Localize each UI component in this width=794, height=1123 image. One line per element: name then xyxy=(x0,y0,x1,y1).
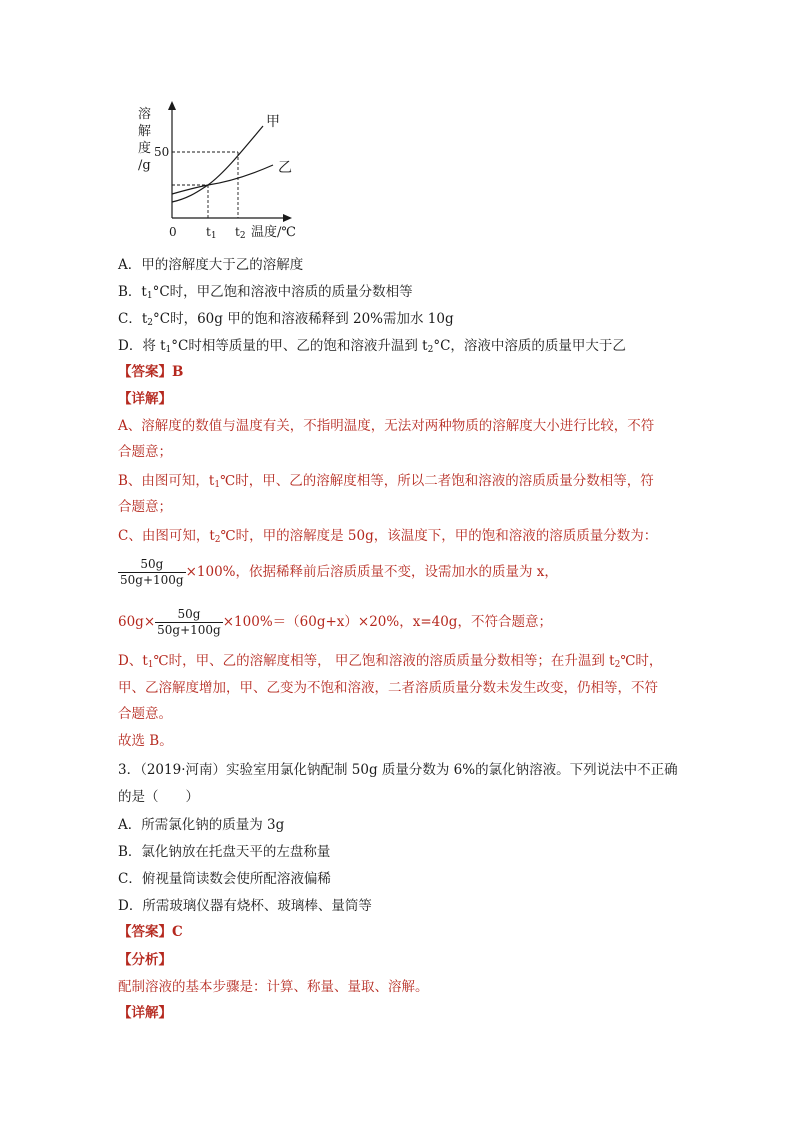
curve-yi-label: 乙 xyxy=(278,160,292,176)
q3-option-d: D．所需玻璃仪器有烧杯、玻璃棒、量筒等 xyxy=(118,898,372,914)
x-t1-label: t1 xyxy=(206,225,217,241)
q3-option-a: A．所需氯化钠的质量为 3g xyxy=(118,817,285,833)
curve-jia-label: 甲 xyxy=(266,114,280,130)
q2-option-c: C．$t_2^\circ C$时，60g 甲的饱和溶液稀释到 20%需加水 10g xyxy=(118,311,454,328)
q3-stem-line2: 的是（ ） xyxy=(118,789,199,805)
q3-detail-heading: 【详解】 xyxy=(118,1005,172,1021)
q2-detail-heading: 【详解】 xyxy=(118,391,172,407)
q2-conclusion: 故选 B。 xyxy=(118,733,173,749)
q2-detail-b-line1: B、由图可知，t1℃时，甲、乙的溶解度相等，所以二者饱和溶液的溶质质量分数相等，符 xyxy=(118,473,654,490)
q2-answer: 【答案】B xyxy=(118,364,184,380)
q3-analysis-heading: 【分析】 xyxy=(118,952,172,968)
q2-detail-d-line3: 合题意。 xyxy=(118,706,172,722)
fraction-mass-percent: $\frac{50g}{50g+100g}$ xyxy=(120,557,184,587)
q2-detail-c-line3: 60g× $\frac{50g}{50g+100g}$ ×100%＝（60g+x）×20%，x=40g，不符合题意； xyxy=(118,607,552,637)
q3-answer: 【答案】C xyxy=(118,924,183,940)
q2-detail-d-line1: D、t1℃时，甲、乙的溶解度相等， 甲乙饱和溶液的溶质质量分数相等；在升温到 t2℃时， xyxy=(118,653,663,670)
x-origin-label: 0 xyxy=(169,225,177,239)
q2-option-b: B．$t_1^\circ C$时，甲乙饱和溶液中溶质的质量分数相等 xyxy=(118,284,413,301)
x-axis-arrow xyxy=(283,214,292,222)
x-axis-label: 温度/℃ xyxy=(251,225,296,240)
curve-yi xyxy=(172,165,273,194)
fraction-mass-percent-2: $\frac{50g}{50g+100g}$ xyxy=(157,607,221,637)
y-axis-label-2: 解 xyxy=(138,124,152,139)
q2-detail-a-line1: A、溶解度的数值与温度有关，不指明温度，无法对两种物质的溶解度大小进行比较，不符 xyxy=(118,418,655,434)
q3-option-b: B．氯化钠放在托盘天平的左盘称量 xyxy=(118,844,331,860)
q2-detail-d-line2: 甲、乙溶解度增加，甲、乙变为不饱和溶液，二者溶质质量分数未发生改变，仍相等，不符 xyxy=(118,680,658,696)
q3-stem-line1: 3．（2019·河南）实验室用氯化钠配制 50g 质量分数为 6%的氯化钠溶液。下列说法中不正确 xyxy=(118,762,678,778)
q2-detail-a-line2: 合题意； xyxy=(118,444,172,460)
x-t2-label: t2 xyxy=(235,225,246,241)
y-axis-arrow xyxy=(168,101,176,110)
y-axis-label-1: 溶 xyxy=(138,107,152,122)
y-tick-50: 50 xyxy=(154,145,170,159)
q2-option-a: A．甲的溶解度大于乙的溶解度 xyxy=(118,257,304,273)
y-axis-label-3: 度 xyxy=(138,141,152,156)
q3-option-c: C．俯视量筒读数会使所配溶液偏稀 xyxy=(118,871,331,887)
solubility-graph xyxy=(128,98,308,243)
q2-detail-c-line1: C、由图可知，t2℃时，甲的溶解度是 50g，该温度下，甲的饱和溶液的溶质质量分数为： xyxy=(118,528,658,545)
q2-detail-b-line2: 合题意； xyxy=(118,499,172,515)
q2-option-d: D．将 $t_1^\circ C$时相等质量的甲、乙的饱和溶液升温到 $t_2^\circ C$，溶液中溶质的质量甲大于乙 xyxy=(118,338,626,355)
q2-detail-c-line2: $\frac{50g}{50g+100g}$ ×100%，依据稀释前后溶质质量不变，设需加水的质量为 x， xyxy=(120,557,558,587)
y-axis-label-4: /g xyxy=(138,158,151,173)
q3-analysis: 配制溶液的基本步骤是：计算、称量、量取、溶解。 xyxy=(118,979,429,995)
